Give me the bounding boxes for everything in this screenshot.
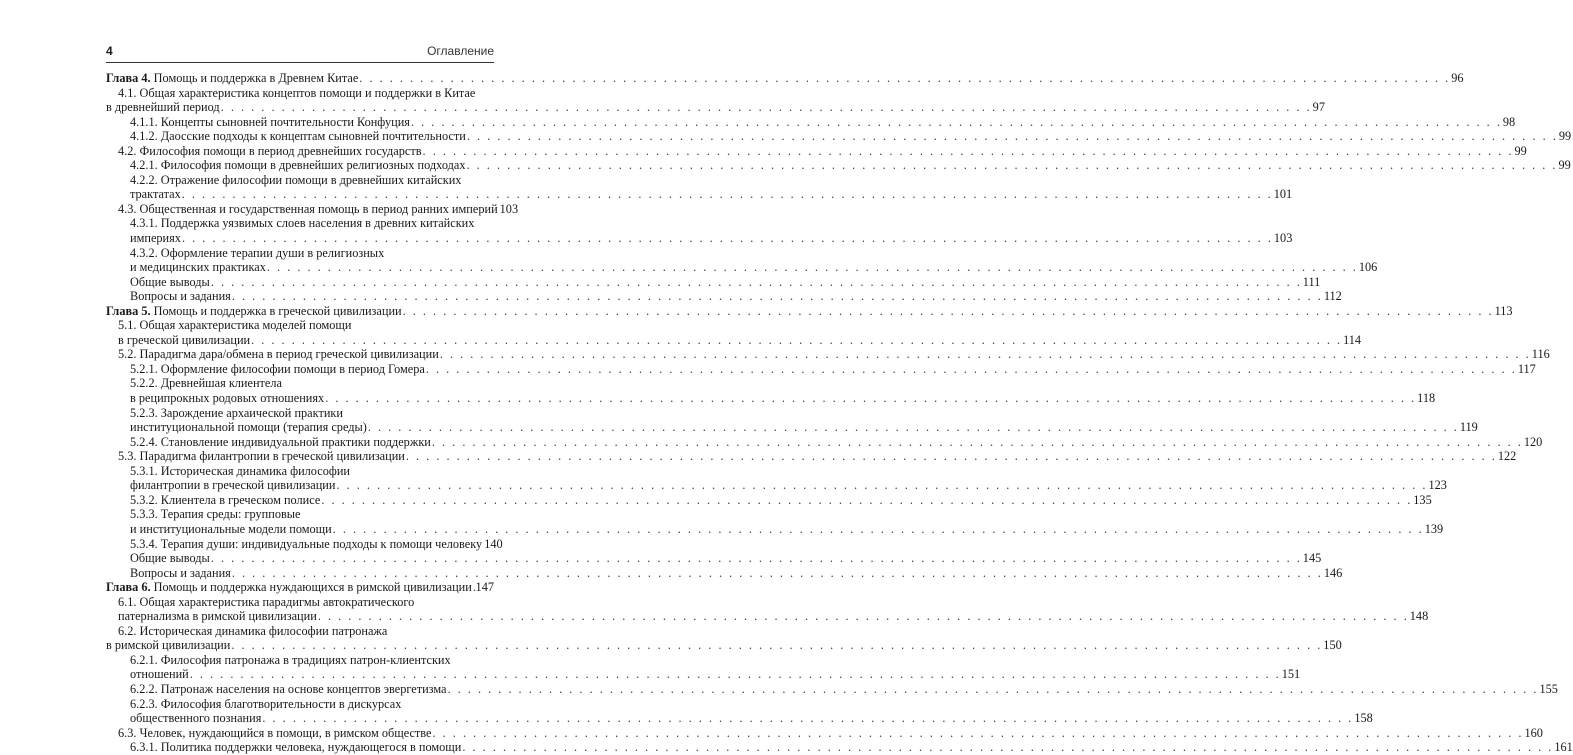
toc-entry-title — [130, 740, 461, 755]
toc-entry-title — [118, 318, 351, 332]
toc-entry — [106, 740, 1573, 755]
section-title: Оглавление — [427, 44, 494, 58]
toc-entry — [106, 143, 1527, 159]
toc-entry-text: 4.3.1. Поддержка уязвимых слоев населения в древних китайских — [130, 216, 475, 231]
toc-entry — [106, 71, 1464, 86]
dot-leader — [433, 726, 1524, 741]
toc-entry-title — [106, 580, 472, 595]
toc-entry — [106, 260, 1378, 275]
dot-leader — [359, 71, 1450, 86]
toc-entry-title — [130, 566, 231, 581]
toc-entry-title — [130, 275, 210, 290]
toc-entry-title — [130, 260, 266, 275]
toc-entry-text: в греческой цивилизации — [118, 332, 251, 347]
toc-page-number: 98 — [1502, 114, 1516, 129]
dot-leader — [467, 158, 1558, 173]
toc-page-number: 120 — [1523, 434, 1543, 449]
toc-entry-text: институциональной помощи (терапия среды) — [130, 420, 367, 435]
toc-entry — [106, 420, 1478, 435]
toc-entry-title — [130, 493, 320, 508]
dot-leader — [368, 420, 1459, 435]
toc-entry-text: Помощь и поддержка нуждающихся в римской цивилизации — [153, 580, 472, 595]
dot-leader — [411, 115, 1502, 130]
toc-entry-title — [130, 667, 189, 682]
dot-leader — [211, 275, 1302, 290]
toc-entry-text: 5.3.4. Терапия души: индивидуальные подходы к помощи человеку — [130, 536, 483, 551]
toc-entry — [106, 406, 494, 421]
toc-entry — [106, 347, 1550, 362]
dot-leader — [232, 289, 1323, 304]
toc-entry-text: 4.3.2. Оформление терапии души в религиозных — [130, 245, 385, 260]
toc-entry-title — [118, 449, 405, 464]
toc-entry — [106, 100, 1325, 115]
dot-leader — [440, 347, 1531, 362]
toc-entry — [106, 231, 1293, 246]
toc-entry-text: 6.3.1. Политика поддержки человека, нуждающегося в помощи — [130, 740, 462, 755]
dot-leader — [232, 566, 1323, 581]
dot-leader — [267, 260, 1358, 275]
toc-page-number: 140 — [484, 536, 503, 551]
toc-page-number: 103 — [1273, 231, 1293, 246]
toc-page-number: 161 — [1554, 740, 1573, 755]
toc-entry-text: Общие выводы — [130, 274, 210, 289]
toc-entry-title — [118, 609, 317, 624]
toc-entry-title — [118, 347, 439, 362]
toc-entry-title — [106, 71, 358, 86]
toc-entry-title — [130, 478, 335, 493]
dot-leader — [333, 522, 1424, 537]
toc-entry-title — [130, 464, 350, 478]
toc-entry-title — [130, 246, 384, 260]
toc-entry — [106, 536, 503, 552]
toc-entry-text: патернализма в римской цивилизации — [118, 609, 317, 624]
chapter-number: Глава 5. — [106, 303, 151, 318]
toc-page-number: 118 — [1417, 391, 1436, 406]
toc-page-number: 150 — [1323, 638, 1342, 653]
toc-entry-text: в древнейший период — [106, 100, 220, 115]
toc-entry — [106, 376, 494, 391]
dot-leader — [262, 711, 1353, 726]
toc-entry — [106, 391, 1436, 406]
toc-entry-text: империях — [130, 231, 181, 246]
toc-entry-text: и институциональные модели помощи — [130, 521, 332, 536]
toc-entry-text: общественного познания — [130, 711, 262, 726]
toc-entry-text: 4.1.1. Концепты сыновней почтительности Конфуция — [130, 114, 410, 129]
running-header — [106, 44, 494, 63]
toc-entry-text: в римской цивилизации — [106, 638, 231, 653]
dot-leader — [321, 493, 1412, 508]
toc-page-number: 117 — [1517, 361, 1536, 376]
toc-entry — [106, 318, 494, 333]
toc-entry — [106, 521, 1444, 537]
toc-entry — [106, 187, 1293, 202]
toc-entry-text: 5.2. Парадигма дара/обмена в период греческой цивилизации — [118, 347, 439, 362]
toc-entry-text: 5.3.2. Клиентела в греческом полисе — [130, 492, 321, 507]
toc-page-number: 123 — [1428, 478, 1447, 493]
toc-entry-title — [130, 129, 466, 144]
toc-page-number: 146 — [1323, 565, 1343, 580]
dot-leader — [182, 187, 1273, 202]
toc-entry — [106, 638, 1342, 653]
toc-entry — [106, 449, 1517, 464]
toc-entry-title — [130, 682, 447, 697]
toc-entry-text: 4.2. Философия помощи в период древнейших государств — [118, 143, 422, 158]
toc-entry-title — [130, 187, 181, 202]
toc-entry — [106, 551, 1322, 566]
toc-entry-text: 5.3.1. Историческая динамика философии — [130, 463, 350, 478]
toc-entry-text: Общие выводы — [130, 551, 210, 566]
toc-entry-title — [130, 697, 401, 711]
dot-leader — [182, 231, 1273, 246]
toc-entry-text: 5.3. Парадигма филантропии в греческой цивилизации — [118, 449, 405, 464]
toc-entry-title — [130, 711, 261, 726]
toc-entry-text: 6.2.2. Патронаж населения на основе концептов эвергетизма — [130, 681, 447, 696]
toc-entry — [106, 478, 1447, 493]
toc-page-number: 99 — [1514, 143, 1527, 158]
toc-entry-title — [130, 653, 451, 667]
toc-entry — [106, 464, 494, 479]
dot-leader — [211, 551, 1302, 566]
chapter-number: Глава 6. — [106, 580, 151, 595]
toc-entry-title — [130, 435, 431, 450]
toc-entry-title — [118, 144, 422, 159]
toc-page-number: 99 — [1558, 129, 1572, 144]
toc-entry-text: Помощь и поддержка в греческой цивилизации — [153, 303, 402, 318]
toc-entry-title — [106, 100, 220, 115]
toc-entry-text: 4.3. Общественная и государственная помощь в период ранних империй — [118, 201, 498, 216]
toc-entry-title — [118, 86, 475, 100]
toc-entry-text: в реципрокных родовых отношениях — [130, 391, 325, 406]
toc-entry-text: трактатах — [130, 187, 181, 202]
toc-entry — [106, 711, 1373, 726]
toc-entry-text: 4.1.2. Даосские подходы к концептам сыновней почтительности — [130, 129, 466, 144]
dot-leader — [448, 682, 1539, 697]
toc-entry-title — [118, 726, 432, 741]
toc-entry-text: Вопросы и задания — [130, 289, 231, 304]
toc-entry — [106, 289, 1342, 304]
toc-entry — [106, 609, 1429, 624]
toc-page-number: 139 — [1424, 521, 1444, 536]
toc-entry-title — [130, 507, 301, 521]
dot-leader — [467, 129, 1558, 144]
toc-entry — [106, 653, 494, 668]
toc-entry-text: 5.2.1. Оформление философии помощи в период Гомера — [130, 361, 425, 376]
dot-leader — [190, 667, 1281, 682]
toc-entry — [106, 667, 1301, 682]
toc-entry — [106, 303, 1513, 319]
toc-entry-text: 4.1. Общая характеристика концептов помощи и поддержки в Китае — [118, 85, 476, 100]
toc-page-number: 158 — [1354, 711, 1373, 726]
toc-entry-text: 5.2.2. Древнейшая клиентела — [130, 376, 282, 391]
toc-entry-title — [130, 376, 282, 390]
toc-entry — [106, 173, 494, 188]
toc-page-number: 147 — [475, 580, 494, 595]
toc-page-number: 114 — [1343, 332, 1362, 347]
toc-entry — [106, 507, 494, 522]
dot-leader — [473, 580, 475, 595]
toc-entry-text: 5.2.3. Зарождение архаической практики — [130, 405, 343, 420]
toc-entry — [106, 434, 1543, 450]
toc-entry-title — [130, 158, 466, 173]
toc-entry — [106, 595, 494, 610]
toc-page-number: 103 — [499, 201, 519, 216]
page-number: 4 — [106, 44, 113, 58]
toc-entry-title — [130, 115, 410, 130]
dot-leader — [406, 449, 1497, 464]
toc-entry-text: 4.2.2. Отражение философии помощи в древнейших китайских — [130, 172, 462, 187]
toc-entry — [106, 158, 1571, 173]
toc-entry — [106, 274, 1321, 290]
dot-leader — [462, 740, 1553, 755]
dot-leader — [432, 435, 1523, 450]
dot-leader — [221, 100, 1312, 115]
toc-entry-title — [130, 551, 210, 566]
toc-entry-title — [130, 231, 181, 246]
toc-entry — [106, 580, 494, 595]
toc-entry — [106, 246, 494, 261]
toc-entry-title — [118, 595, 414, 609]
toc-page-number: 112 — [1323, 289, 1342, 304]
toc-entry-title — [118, 624, 387, 638]
table-of-contents — [106, 71, 1573, 755]
toc-entry-text: отношений — [130, 667, 189, 682]
dot-leader — [318, 609, 1409, 624]
toc-page-number: 151 — [1281, 667, 1301, 682]
toc-entry-text: 5.2.4. Становление индивидуальной практики поддержки — [130, 434, 431, 449]
toc-entry-text: 5.1. Общая характеристика моделей помощи — [118, 318, 352, 333]
toc-entry-text: Помощь и поддержка в Древнем Китае — [153, 71, 359, 85]
toc-page-number: 106 — [1358, 260, 1378, 275]
toc-page-number: 116 — [1531, 347, 1550, 362]
toc-entry — [106, 725, 1543, 741]
toc-entry-title — [118, 333, 250, 348]
toc-entry — [106, 681, 1558, 697]
chapter-number: Глава 4. — [106, 71, 151, 85]
toc-entry-title — [106, 638, 230, 653]
toc-page-number: 135 — [1413, 492, 1432, 507]
dot-leader — [426, 362, 1517, 377]
toc-page-number: 99 — [1558, 158, 1571, 173]
toc-entry — [106, 216, 494, 231]
toc-entry-title — [130, 391, 324, 406]
dot-leader — [403, 304, 1494, 319]
toc-page-number: 119 — [1459, 420, 1478, 435]
toc-entry — [106, 565, 1343, 581]
toc-entry — [106, 361, 1536, 377]
toc-page-number: 160 — [1524, 725, 1543, 740]
toc-entry-text: и медицинских практиках — [130, 260, 266, 275]
toc-entry — [106, 114, 1516, 130]
toc-entry-text: 6.1. Общая характеристика парадигмы автократического — [118, 594, 415, 609]
toc-entry — [106, 86, 494, 101]
toc-entry-title — [130, 289, 231, 304]
toc-entry-title — [130, 522, 332, 537]
toc-entry-title — [118, 202, 498, 217]
toc-entry-text: Вопросы и задания — [130, 565, 231, 580]
dot-leader — [231, 638, 1322, 653]
toc-entry — [106, 697, 494, 712]
toc-entry-text: 6.3. Человек, нуждающийся в помощи, в римском обществе — [118, 725, 432, 740]
toc-entry-text: 6.2.1. Философия патронажа в традициях патрон-клиентских — [130, 652, 451, 667]
dot-leader — [325, 391, 1416, 406]
toc-entry — [106, 201, 519, 217]
toc-page-number: 96 — [1451, 71, 1464, 85]
toc-page-number: 148 — [1409, 609, 1429, 624]
toc-entry-title — [130, 216, 474, 230]
toc-entry-title — [130, 537, 482, 552]
toc-page-number: 122 — [1497, 449, 1517, 464]
toc-page-number: 111 — [1302, 274, 1321, 289]
toc-entry — [106, 492, 1432, 508]
toc-entry-title — [130, 406, 343, 420]
toc-entry-text: 6.2.3. Философия благотворительности в дискурсах — [130, 696, 402, 711]
dot-leader — [423, 144, 1514, 159]
toc-page-number: 145 — [1302, 551, 1322, 566]
toc-page-number: 113 — [1494, 303, 1513, 318]
toc-entry-title — [130, 173, 461, 187]
toc-page-number: 97 — [1312, 100, 1325, 115]
toc-entry-text: 6.2. Историческая динамика философии патронажа — [118, 623, 388, 638]
toc-entry-title — [130, 420, 367, 435]
toc-entry-title — [106, 304, 402, 319]
toc-entry — [106, 332, 1362, 348]
toc-entry — [106, 129, 1572, 144]
toc-entry-text: 5.3.3. Терапия среды: групповые — [130, 507, 301, 522]
dot-leader — [251, 333, 1342, 348]
toc-entry-title — [130, 362, 425, 377]
toc-entry-text: 4.2.1. Философия помощи в древнейших религиозных подходах — [130, 158, 466, 173]
toc-page-number: 101 — [1273, 187, 1293, 202]
toc-entry — [106, 624, 494, 639]
dot-leader — [336, 478, 1427, 493]
toc-entry-text: филантропии в греческой цивилизации — [130, 478, 336, 493]
toc-page-number: 155 — [1539, 681, 1558, 696]
